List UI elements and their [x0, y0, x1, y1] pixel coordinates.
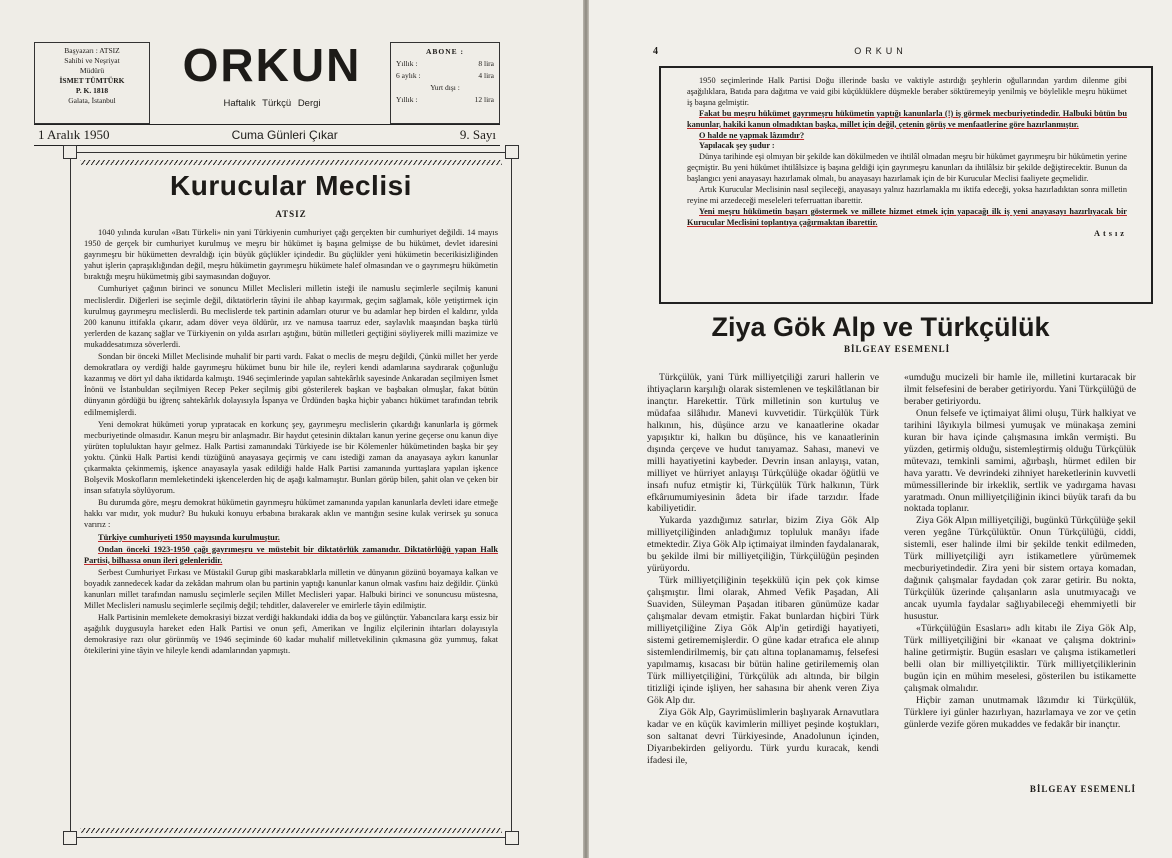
row-label: Yıllık :: [396, 95, 418, 104]
article-title: Kurucular Meclisi: [170, 170, 412, 201]
running-head: ORKUN: [854, 46, 907, 56]
article-author: ATSIZ: [275, 209, 307, 219]
paragraph: Onun felsefe ve içtimaiyat âlimi oluşu, Türk halkiyat ve tarihini lâyıkıyla bilmesi yumuşak ve münakaşa zemini kuran bir hava içinde çalışmasına imkân vermişti. Bu yüzden, getirmiş olduğu, sistemleştirmiş olduğu Türkçülük mütevazı, temkinli samimi, ağırbaşlı, hürmet edilen bir hava yarattı. Ve devrindeki zihniyet hareketlerinin kuvvetli mümessillerinde bir irkeklik, sertlik ve yadırgama havası yaratmadı. Onun milliyetçiliğinin ikinci büyük tarafı da bu noktada toplanır.: [904, 407, 1136, 515]
editor-line: İSMET TÜMTÜRK: [59, 76, 125, 85]
article-column-left: [647, 372, 879, 766]
paragraph: Halk Partisinin memlekete demokrasiyi bizzat verdiği hakkındaki iddia da boş ve gülünçtür. Yabancılara karşı essiz bir aşağılık duygusuyla hareket eden Halk Partisi ve onun şefi, Amerikan ve İngiliz elçilerinin ihtarları dolayısıyla demokrasiye razı olur görünmüş ve 1946 seçiminde 60 kadar muhalif milletvekilinin çıkmasına göz yummuş, fakat ötekilerini yine tâyin ve hileyle kendi adamlarından yapmıştı.: [84, 613, 498, 656]
subscription-row: [396, 94, 494, 106]
row-label: Yıllık :: [396, 59, 418, 68]
issue-number: 9. Sayı: [459, 127, 496, 142]
editor-box: [34, 42, 150, 124]
paragraph: Cumhuriyet çağının birinci ve sonuncu Millet Meclisleri milletin isteği ile namuslu seçimlerle seçilmiş kanuni meclislerdir. Diğerleri ise seçimle değil, diktatörlerin tâyini ile ahbap kayırmak, geçim sağlamak, köle yetiştirmek için kurulmuş gayrımeşru meclislerdi. Bu meclislerde tek partinin adamları oturur ve bu adamlar hep birden el kaldırır, yılda 200 kanunu ittifakla çıkarır, adam döver veya öldürür, ırz ve namusa taarruz eder, saylavlık maaşından başka türlü yerlerden de kazanç sağlar ve Türkiyenin on yılda asırları aştığını, bütün milletleri geçtiğini söyliyerek milli mazimize ve mukaddesatımıza söverlerdi.: [84, 284, 498, 349]
frame-corner: [63, 145, 77, 159]
row-price: 8 lira: [478, 59, 494, 68]
subscription-row: [396, 58, 494, 70]
frame-corner: [505, 831, 519, 845]
editor-line: Galata, İstanbul: [68, 96, 116, 105]
frame-ornament: [80, 828, 502, 833]
paragraph: Yeni meşru hükümetin başarı göstermek ve millete hizmet etmek için yapacağı ilk iş yeni anayasayı hazırlıyacak bir Kurucular Meclisini toplantıya çağırmaktan ibarettir.: [687, 206, 1127, 227]
row-label: Yurt dışı :: [430, 83, 460, 92]
article-body: [84, 227, 498, 658]
continued-article-body: [687, 76, 1127, 240]
newspaper-logo: ORKUN: [182, 39, 362, 91]
continued-article-box: [659, 66, 1153, 304]
right-page: [589, 0, 1172, 858]
paragraph: Dünya tarihinde eşi olmıyan bir şekilde kan dökülmeden ve ihtilâl olmadan meşru bir hükümet gayrımeşru bir hükümetin yerine geçmiştir. Bu yeni hükümet ihtilâlsizce iş başına geldiği için gayrımeşru kanunları da ihtilâlsiz bir şekilde değiştirecektir. Bunun da başlangıcı yeni anayasayı hazırlamak olmalı, bu anayasayı hazırlamak için de bir Kurucular Meclisi faaliyete geçmelidir.: [687, 152, 1127, 184]
tagline: Haftalık Türkçü Dergi: [223, 98, 321, 109]
page-number: 4: [653, 46, 658, 57]
article-author: BİLGEAY ESEMENLİ: [844, 344, 951, 354]
paragraph: «umduğu mucizeli bir hamle ile, milletini kurtaracak bir ilmit felsefesini de beraber getiriyordu. Yani Türkçülüğü de beraber getiriyordu.: [904, 372, 1136, 407]
editor-line: P. K. 1818: [75, 86, 109, 95]
row-price: 12 lira: [474, 95, 494, 104]
paragraph: Ziya Gök Alp, Gayrimüslimlerin başlıyarak Arnavutlara kadar ve en küçük kavimlerin milliyet peşinde koştukları, son saltanat devri Türkiyesinde, Anadolunun içinden, Diyarıbekirden geliyordu. Türk yurdu kuracak, kendi ifadesi ile,: [647, 706, 879, 766]
signature: Atsız: [1094, 228, 1127, 238]
frame-corner: [63, 831, 77, 845]
paragraph: O halde ne yapmak lâzımdır?: [699, 130, 805, 140]
paragraph: Ziya Gök Alpın milliyetçiliği, bugünkü Türkçülüğe şekil veren yegâne Türkçülüktür. Onun Türkçülüğü, ciddi, sistemli, eser halinde ilmi bir şekilde tenkit edilmeden, Türk milliyetçiliği ayrı istikametlere yürümemek mecburiyetindedir. Zira yeni bir sistem ortaya komadan, dağınık çalışmalar faydadan çok zarar getirir. Bu nokta, Türkçülük üzerinde çalışanların asla unutmıyacağı ve ancak uyumla faydalar sağlıyabileceği ehemmiyetli bir husustur.: [904, 515, 1136, 623]
dateline: [34, 124, 500, 146]
paragraph: Fakat bu meşru hükümet gayrımeşru hükümetin yaptığı kanunlarla (!) iş görmek mecburiyetindedir. Halbuki bütün bu kanunlar, hakiki kanun olmadıktan başka, millet için değil, çetenin görüş ve menfaatlerine göre hazırlanmıştır.: [687, 108, 1127, 129]
paragraph: Sondan bir önceki Millet Meclisinde muhalif bir parti vardı. Fakat o meclis de meşru değildi, Çünkü millet her yerde demokratlara oy verdiği halde gayrımeşru hükümet bunu bir hile ile, reyleri kendi adamlarına saydırarak çoğunluğu kazanmış ve dört yıl daha iktidarda kalmıştı. 1946 seçimlerinde yapılan sahtekârlık sayesinde Ankaradan seçilmiyen İsmet İnönü ve İstanbuldan seçilmiyen Recep Peker seçilmiş gibi gösterilerek başkan ve başbakan olmuşlar, fakat bütün dünyanın gördüğü bu iğrenç sahtekârlık dolayısıyla İspanya ve Ürdünden başka hiçbir yabancı hükümet tarafından tebrik edilmemişlerdi.: [84, 352, 498, 417]
paragraph: Türkiye cumhuriyeti 1950 mayısında kurulmuştur.: [98, 532, 280, 542]
paragraph: Hiçbir zaman unutmamak lâzımdır ki Türkçülük, Türklere iyi günler hazırlıyan, hazırlamaya ve zor ve çetin günlerde vezife gören mukaddes ve fedakâr bir inançtır.: [904, 694, 1136, 730]
paragraph: «Türkçülüğün Esasları» adlı kitabı ile Ziya Gök Alp, Türk milliyetçiliğini bir «kanaat ve çalışma doktrini» haline getirmiştir. Bugün esasları ve çalışma istikametleri belli olan bir milliyetçiliktir. Türk milliyetçiliklerinin bugün için en mühim meselesi, gösterilen bu istikamette çalışmak olmalıdır.: [904, 623, 1136, 694]
editor-line: Müdürü: [79, 66, 105, 75]
subscription-box: [390, 42, 500, 124]
subscription-row: [396, 70, 494, 82]
paragraph: Yapılacak şey şudur :: [699, 141, 775, 151]
editor-line: Başyazarı : ATSIZ: [64, 46, 120, 55]
editor-line: Sahibi ve Neşriyat: [64, 56, 120, 65]
paragraph: Ondan önceki 1923-1950 çağı gayrımeşru ve müstebit bir diktatörlük zamanıdır. Diktatörlüğü yapan Halk Partisi, bilhassa onun ileri gelenleridir.: [84, 544, 498, 565]
paragraph: Yeni demokrat hükümeti yorup yıpratacak en korkunç şey, gayrımeşru meclislerin çıkardığı kanunlarla iş görmek mecburiyetinde olmasıdır. Kanun meşru bir anlaşmadır. Bir haydut çetesinin diktaları kanun yerine geçerse onu kanun diye yürüten topluluktan hayır gelmez. Halk Partisi zamanındaki Türkiyede ise bir Kölemenler hükümetinden başka bir şey yoktu. Çünkü Halk Partisi kendi tüzüğünü anayasaya geçirmiş ve canı istediği zaman da anayasaya aykırı kanunlar çıkarmakta çekinmemiş, işkence anayasayla yasak edildiği halde Halk Partisi zamanında yurttaşlara yapılan işkence Bolşevik Moskofların memleketindeki işkencelerden hiç de aşağı kalmamıştır. Bunları görüp bilen, şahit olan ve çeken bir insan sıfatıyla söylüyorum.: [84, 419, 498, 496]
row-label: 6 aylık :: [396, 71, 421, 80]
paragraph: Serbest Cumhuriyet Fırkası ve Müstakil Gurup gibi maskarabklarla milletin ve dünyanın gözünü boyamaya kalkan ve boyadık zannedecek kadar da zekâdan mahrum olan bu partinin yaptığı kanunlar kanun olmak vasfını haiz değildir. Çünkü kanunları millet tarafından namuslu seçimlerle seçilen Millet Meclisleri yapar. Halbuki birinci ve sonuncusu müstesna, Millet Meclisleri namuslu seçimlerle seçilmiş değil; tehditler, dalavereler ve emirlerle tâyin edilmiştir.: [84, 567, 498, 611]
paragraph: 1040 yılında kurulan «Batı Türkeli» nin yani Türkiyenin cumhuriyet çağı gerçekten bir cumhuriyet değildi. 14 mayıs 1950 de gerçek bir cumhuriyet kurulmuş ve meşru bir hükümet iş başına gelmişse de bu hükümet, devlet idaresini gayrımeşru bir hükümetten devraldığı için büyük güçlükler içindedir. Bu güçlükler yeni hükümetin becerikisizliğinden yahut işlerin çapraşıklığından değil, meşru hükümetin gayrımeşru hükümete halef olmasından ve o gayrımeşru hükümetin bıraktığı meşru hükümetmiş gibi saymasından doğuyor.: [84, 228, 498, 282]
paragraph: Türkçülük, yani Türk milliyetçiliği zaruri hallerin ve ihtiyaçların karşılığı olarak sistemlenen ve teşkilâtlanan bir inançtır. Harekettir. Türk milletinin son kurtuluş ve müdafaa silâhıdır. Manevi kuvvetidir. Türkçülük Türk halkının, his, düşünce arzu ve kanaatlerine okadar yapışıktır ki, halkın bu düşünce, his ve kanaatlerinin dışında çerçeve ve hudut tanıyamaz. Sahası, manevi ve milli hayatiyetini kaybeder. Devrin insan anlayışı, vatan, milliyet ve hürriyet anlayışı Türkçülüğe okadar öğütlü ve insafı nufuz etmiştir ki, Türkçülük Türk halkının, Türk efkârıumumiyesinin âdeta bir ifade tarzıdır. İfade kabiliyetidir.: [647, 372, 879, 515]
article-column-right: [904, 372, 1136, 731]
left-page: [0, 0, 583, 858]
subscription-title: ABONE :: [425, 47, 465, 56]
masthead: [34, 38, 500, 124]
article-signature: BİLGEAY ESEMENLİ: [1029, 784, 1136, 794]
subscription-row: [396, 82, 494, 94]
issue-date: 1 Aralık 1950: [38, 127, 110, 142]
publish-day: Cuma Günleri Çıkar: [231, 128, 338, 142]
frame-ornament: [80, 160, 502, 165]
paragraph: Bu durumda göre, meşru demokrat hükümetin gayrımeşru hükümet zamanında yapılan kanunlarla devleti idare etmeğe hakkı var mıdır, yok mudur? Bu hukuki konuyu erbabına bırakarak aklın ve mantığın sesine kulak verirsek şu sonuca varırız :: [84, 498, 498, 530]
frame-corner: [505, 145, 519, 159]
article-title: Ziya Gök Alp ve Türkçülük: [711, 312, 1050, 342]
paragraph: Türk milliyetçiliğinin teşekkülü için pek çok kimse çalışmıştır. İlmi olarak, Ahmed Vefik Paşadan, Ali Suaviden, Süleyman Paşadan itibaren günümüze kadar çalışmalar devam etmiştir. Fakat bunlardan hiçbiri Türk milliyetçiliğine Ziya Gök Alp'in getirdiği hayatiyeti, sistemi getirememişlerdir. O güne kadar etrafıca ele alınıp sistemlendirilmemiş, bir çatı altına toplanamamış, felsefesi yapılmamış, kısacası bir bütün haline getirilememiş olan Türk milliyetçiliğini, Türkçülük adı altında, bir bilgin titizliği içinde işliyen, her sahasına bir ahenk veren Ziya Gök Alp dır.: [647, 575, 879, 706]
paragraph: 1950 seçimlerinde Halk Partisi Doğu illerinde baskı ve vaktiyle astırdığı şeyhlerin oğullarından yardım dilenme gibi aşağılıklara, Batıda para dağıtma ve vaid gibi küçüklüklere düşmekle beraber söktüremeyip yenilmiş ve böylelikle meşru hükümet iş başına gelmiştir.: [687, 76, 1127, 107]
paragraph: Artık Kurucular Meclisinin nasıl seçileceği, anayasayı yalnız hazırlamakla mı iktifa edeceği, yoksa hazırladıktan sonra milletin reyine mi arzedeceği meseleleri teferruattan ibarettir.: [687, 185, 1127, 205]
paragraph: Yukarda yazdığımız satırlar, bizim Ziya Gök Alp milliyetçiliğinden anladığımız topluluk manâyı ifade etmektedir. Ziya Gök Alp içtimaiyat ilminden faydalanarak, bu şekilde ilmi bir milliyetçiliğin, Türkçülüğün peşinden yürüyordu.: [647, 515, 879, 575]
row-price: 4 lira: [478, 71, 494, 80]
